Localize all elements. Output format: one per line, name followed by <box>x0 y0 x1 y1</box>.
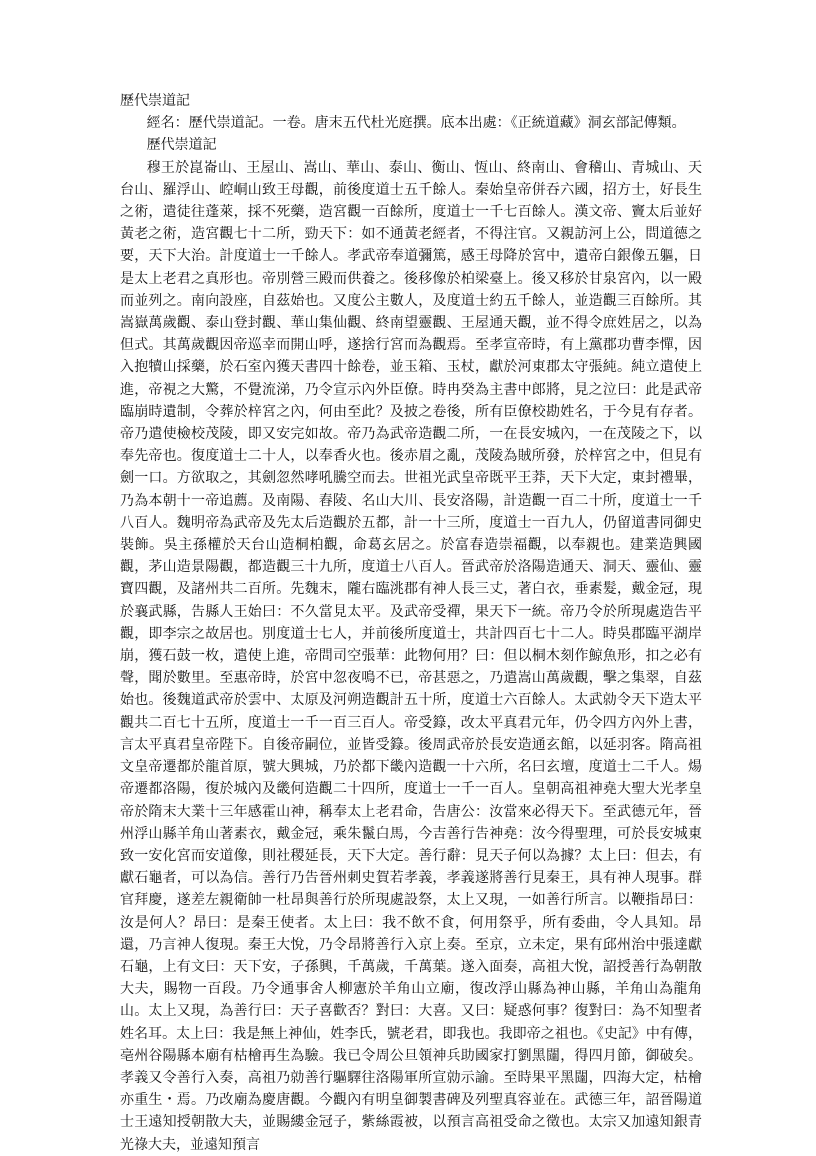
document-title: 歷代崇道記 <box>120 93 190 109</box>
document-page <box>120 90 702 1156</box>
document-subtitle: 歷代崇道記 <box>146 137 217 154</box>
document-meta: 經名：歷代崇道記。一卷。唐末五代杜光庭撰。底本出處：《正統道藏》洞玄部記傳類。 <box>146 115 686 132</box>
document-body: 穆王於崑崙山、王屋山、嵩山、華山、泰山、衡山、恆山、終南山、會稽山、青城山、天台山、羅浮山、崆峒山致王母觀，前後度道士五千餘人。秦始皇帝併吞六國，招方士，好長生之術，遣徒往蓬萊，採不死藥，造宮觀一百餘所，度道士一千七百餘人。漢文帝、竇太后並好黃老之術，造宮觀七十二所，勁天下：如不通黃老經者，不得注官。又親訪河上公，問道德之要，天下大治。計度道士一千餘人。孝武帝奉道彌篤，感王母降於宮中，遺帝白銀像五軀，日是太上老君之真形也。帝別營三殿而供養之。後移像於柏梁臺上。後又移於甘泉宮內，以一殿而並列之。南向設座，自茲始也。又度公主數人，及度道士約五千餘人，並造觀三百餘所。其嵩嶽萬歲觀、泰山登封觀、華山集仙觀、終南望靈觀、王屋通天觀，並不得令庶姓居之，以為但式。其萬歲觀因帝巡幸而開山呼，遂捨行宮而為觀焉。至孝宣帝時，有上黨郡功曹李憚，因入抱犢山採藥，於石室內獲天書四十餘卷，並玉箱、玉杖，獻於河東郡太守張純。純立遣使上進，帝視之大驚，不覺流涕，乃令宣示內外臣僚。時冉癸為主書中郎將，見之泣曰：此是武帝臨崩時遺制，令葬於梓宮之內，何由至此？及披之卷後，所有臣僚校勘姓名，于今見有存者。帝乃遣使檢校茂陵，即又安完如故。帝乃為武帝造觀二所，一在長安城內，一在茂陵之下，以奉先帝也。復度道士二十人，以奉香火也。後赤眉之亂，茂陵為賊所發，於梓宮之中，但見有劍一口。方欲取之，其劍忽然哮吼騰空而去。世祖光武皇帝既平王莽，天下大定，東封禮畢，乃為本朝十一帝追薦。及南陽、舂陵、名山大川、長安洛陽，計造觀一百二十所，度道士一千八百人。魏明帝為武帝及先太后造觀於五都，計一十三所，度道士一百九人，仍留道書同御史裝飾。吳主孫權於天台山造桐柏觀，命葛玄居之。於富春造崇福觀，以奉親也。建業造興國觀，茅山造景陽觀，都造觀三十九所，度道士八百人。晉武帝於洛陽造通天、洞天、靈仙、靈寶四觀，及諸州共二百所。先魏末，隴右臨洮郡有神人長三丈，著白衣，垂素髮，戴金冠，現於襄武縣，告縣人王始曰：不久當見太平。及武帝受禪，果天下一統。帝乃令於所現處造告平觀，即李宗之故居也。別度道士七人，并前後所度道士，共計四百七十二人。時吳郡臨平湖岸崩，獲石鼓一枚，遣使上進，帝問司空張華：此物何用？曰：但以桐木刻作鯨魚形，扣之必有聲，聞於數里。至惠帝時，於宮中忽夜鳴不已，帝甚惡之，乃遣嵩山萬歲觀，擊之集翠，自茲始也。後魏道武帝於雲中、太原及河朔造觀計五十所，度道士六百餘人。太武勍令天下造太平觀共二百七十五所，度道士一千一百三百人。帝受籙，改太平真君元年，仍令四方內外上書，言太平真君皇帝陛下。自後帝嗣位，並皆受籙。後周武帝於長安造通玄館，以延羽客。隋高祖文皇帝遷都於龍首原，號大興城，乃於都下畿內造觀一十六所，名曰玄壇，度道士二千人。煬帝遷都洛陽，復於城內及畿何造觀二十四所，度道士一千一百人。皇朝高祖神堯大聖大光孝皇帝於隋末大業十三年感霍山神，稱奉太上老君命，告唐公：汝當來必得天下。至武德元年，晉州浮山縣羊角山著素衣，戴金冠，乘朱鬣白馬，今吉善行告神堯：汝今得聖理，可於長安城東致一安化宮而安道像，則社稷延長，天下大定。善行辭：見天子何以為據？太上曰：但去，有獻石龜者，可以為信。善行乃告晉州刺史賀若孝義，孝義遂將善行見秦王，具有神人現事。群官拜慶，遂差左親衛帥一杜昂與善行於所現處設祭，太上又現，一如善行所言。以鞭指昂曰：汝是何人？昂曰：是秦王使者。太上曰：我不飲不食，何用祭乎，所有委曲，令人具知。昂還，乃言神人復現。秦王大悅，乃令昂將善行入京上奏。至京，立未定，果有邱州治中張達獻石龜，上有文曰：天下安，子孫興，千萬歲，千萬葉。遂入面奏，高祖大悅，詔授善行為朝散大夫，賜物一百段。乃令通事舍人柳憲於羊角山立廟，復改浮山縣為神山縣，羊角山為龍角山。太上又現，為善行曰：天子喜歡否？對曰：大喜。又曰：疑惑何事？復對曰：為不知聖者姓名耳。太上曰：我是無上神仙，姓李氏，號老君，即我也。我即帝之祖也。《史記》中有傳，亳州谷陽縣本廟有枯檜再生為驗。我已令周公旦領神兵助國家打劉黑闥，得四月節，御破矣。孝義又令善行入奏，高祖乃勍善行驅驛往洛陽軍所宣勍示諭。至時果平黑闥，四海大定，枯檜亦重生・焉。乃改廟為慶唐觀。今觀內有明皇御製書碑及列聖真容並在。武德三年，詔晉陽道士王遠知授朝散大夫，並賜縷金冠子，紫絲霞被，以預言高祖受命之徵也。太宗又加遠知銀青光祿大夫，並遠知預言 <box>120 159 702 1153</box>
